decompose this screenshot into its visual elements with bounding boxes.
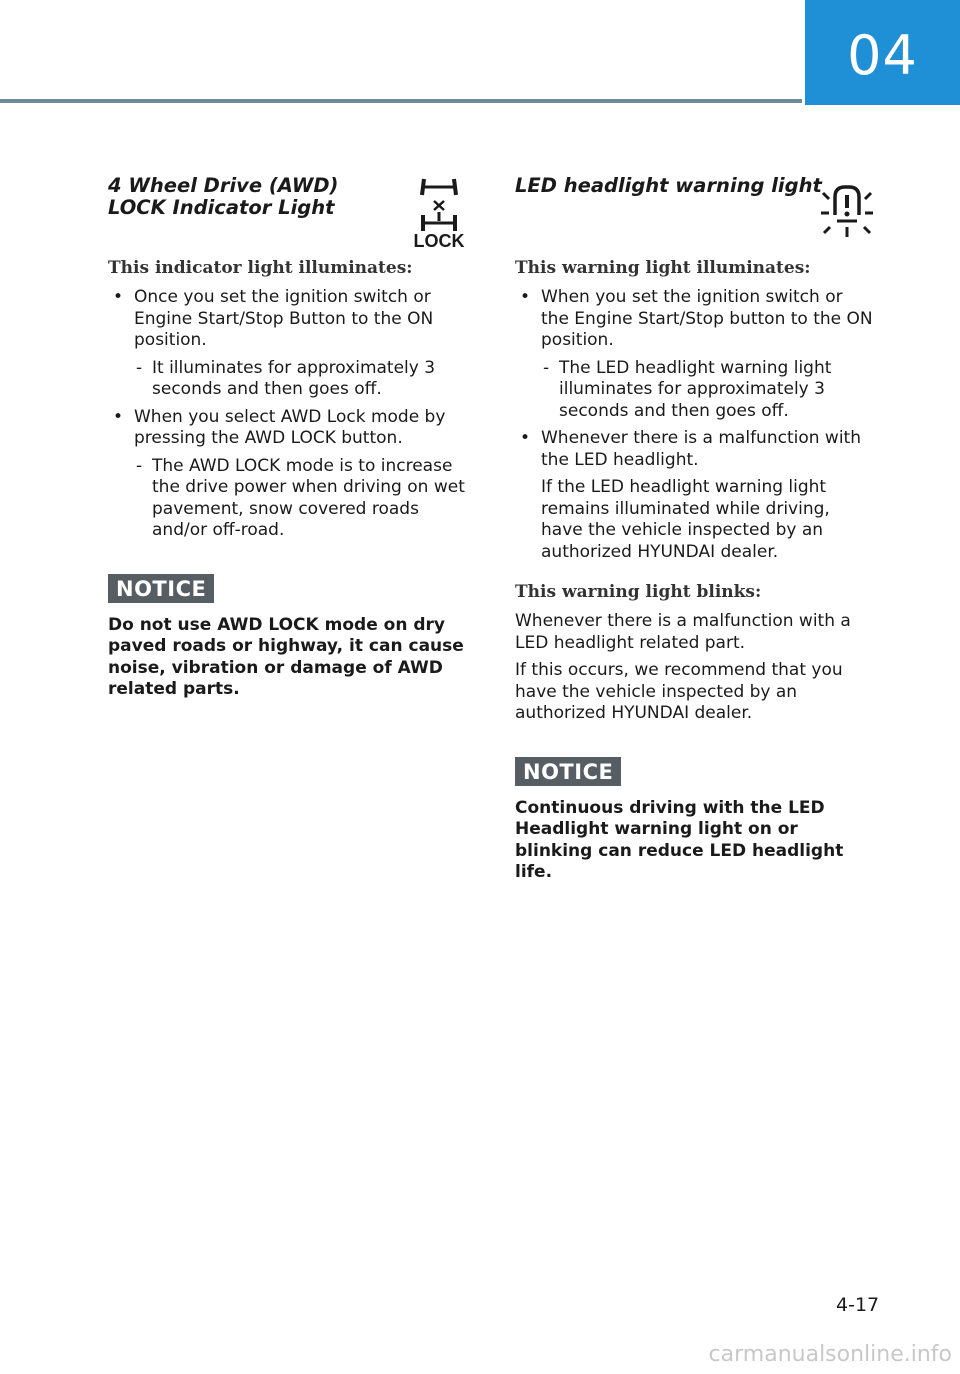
notice-label: NOTICE [108, 574, 214, 603]
watermark: carmanualsonline.info [708, 1342, 952, 1367]
awd-bullet-list [108, 287, 470, 542]
notice-text: Do not use AWD LOCK mode on dry paved roads or highway, it can cause noise, vibration or damage of AWD related parts. [108, 614, 464, 699]
led-section-header [515, 175, 875, 251]
bullet-text: Once you set the ignition switch or Engine Start/Stop Button to the ON position. [134, 287, 434, 350]
awd-subheading: This indicator light illuminates: [108, 258, 413, 278]
notice-text: Continuous driving with the LED Headlight warning light on or blinking can reduce LED headlight life. [515, 797, 844, 882]
list-item [515, 428, 875, 563]
list-item [108, 287, 470, 401]
awd-lock-icon-label: LOCK [413, 231, 465, 251]
right-column [515, 170, 875, 884]
page-number: 4-17 [836, 1294, 880, 1316]
led-section-title: LED headlight warning light [515, 174, 822, 197]
list-item: - The LED headlight warning light illuminates for approximately 3 seconds and then goes off. [541, 358, 875, 423]
led-paragraphs [515, 611, 875, 725]
led-headlight-warning-icon [815, 175, 879, 245]
bullet-text: Whenever there is a malfunction with the LED headlight. [541, 428, 861, 470]
awd-lock-icon [408, 175, 470, 251]
awd-section-title: 4 Wheel Drive (AWD) LOCK Indicator Light [108, 174, 339, 219]
bullet-extra-text: If the LED headlight warning light remains illuminated while driving, have the vehicle inspected by an authorized HYUNDAI dealer. [541, 477, 830, 562]
list-item: - The AWD LOCK mode is to increase the drive power when driving on wet pavement, snow covered roads and/or off-road. [134, 456, 470, 542]
led-subheading: This warning light illuminates: [515, 258, 811, 278]
bullet-text: When you set the ignition switch or the Engine Start/Stop button to the ON position. [541, 287, 873, 350]
awd-section-header [108, 175, 470, 251]
list-item [515, 287, 875, 422]
bullet-text: When you select AWD Lock mode by pressing the AWD LOCK button. [134, 406, 446, 448]
led-bullet-list [515, 287, 875, 563]
paragraph: If this occurs, we recommend that you have the vehicle inspected by an authorized HYUNDAI dealer. [515, 660, 843, 723]
list-item [108, 407, 470, 542]
list-item: - It illuminates for approximately 3 seconds and then goes off. [134, 358, 470, 401]
notice-label: NOTICE [515, 757, 621, 786]
chapter-tab: 04 [805, 0, 960, 105]
left-column [108, 170, 470, 701]
paragraph: Whenever there is a malfunction with a LED headlight related part. [515, 611, 851, 653]
header-rule [0, 99, 802, 103]
led-subheading-blinks: This warning light blinks: [515, 582, 762, 602]
